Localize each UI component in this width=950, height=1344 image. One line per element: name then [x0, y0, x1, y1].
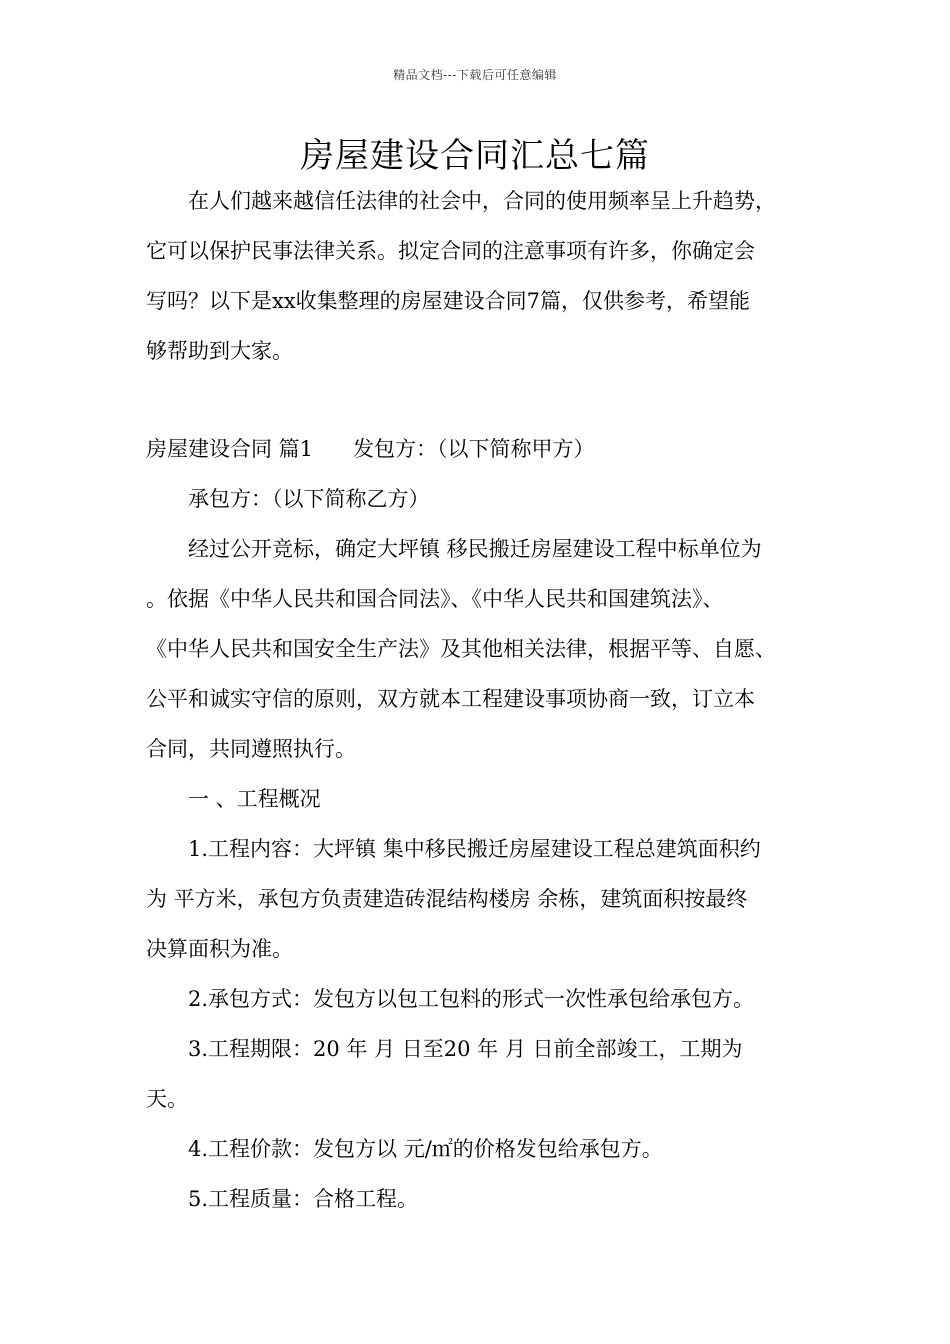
preamble-line: 合同，共同遵照执行。 [146, 737, 356, 761]
clause-line: 1.工程内容：大坪镇 集中移民搬迁房屋建设工程总建筑面积约 [188, 837, 761, 861]
preamble-line: 。依据《中华人民共和国合同法》、《中华人民共和国建筑法》、 [146, 587, 724, 611]
intro-line: 写吗？以下是xx收集整理的房屋建设合同7篇，仅供参考，希望能 [146, 289, 751, 313]
preamble-line: 公平和诚实守信的原则，双方就本工程建设事项协商一致，订立本 [146, 687, 755, 711]
clause-line: 为 平方米，承包方负责建造砖混结构楼房 余栋，建筑面积按最终 [146, 887, 748, 911]
intro-line: 它可以保护民事法律关系。拟定合同的注意事项有许多，你确定会 [146, 239, 755, 263]
clause-line: 2.承包方式：发包方以包工包料的形式一次性承包给承包方。 [188, 987, 755, 1011]
intro-line: 够帮助到大家。 [146, 339, 293, 363]
clause-line: 决算面积为准。 [146, 937, 293, 961]
intro-paragraph [146, 176, 826, 376]
clause-line: 天。 [146, 1087, 188, 1111]
clause-line: 3.工程期限：20 年 月 日至20 年 月 日前全部竣工，工期为 [188, 1037, 743, 1061]
intro-line: 在人们越来越信任法律的社会中，合同的使用频率呈上升趋势， [188, 189, 776, 213]
contract-heading: 房屋建设合同 篇1 [146, 437, 314, 461]
preamble-line: 经过公开竞标，确定大坪镇 移民搬迁房屋建设工程中标单位为 [188, 537, 762, 561]
page-header-note: 精品文档---下载后可任意编辑 [393, 68, 557, 82]
contract-heading-line [146, 424, 826, 474]
clause-line: 5.工程质量：合格工程。 [188, 1187, 419, 1211]
clause-line: 4.工程价款：发包方以 元/㎡的价格发包给承包方。 [188, 1137, 663, 1161]
document-title: 房屋建设合同汇总七篇 [300, 136, 650, 176]
contract-section [146, 424, 826, 1224]
party-b-label: 承包方：（以下简称乙方） [188, 487, 430, 511]
section-title: 一 、工程概况 [188, 787, 321, 811]
preamble-line: 《中华人民共和国安全生产法》及其他相关法律，根据平等、自愿、 [146, 637, 776, 661]
party-a-label: 发包方：（以下简称甲方） [353, 437, 595, 461]
